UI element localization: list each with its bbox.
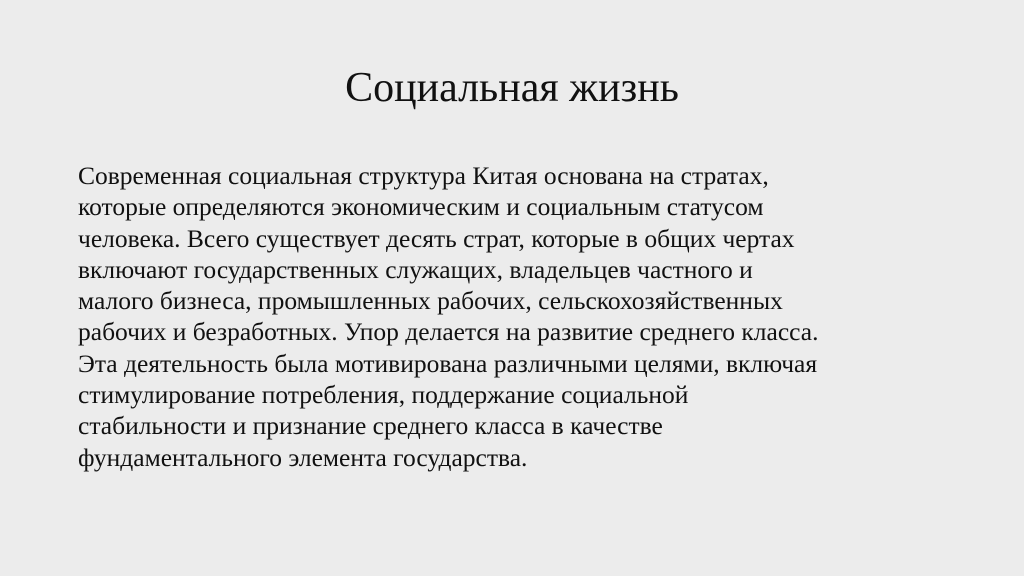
body-line: Эта деятельность была мотивирована различными целями, включая [78,348,818,378]
slide-body-text [78,160,958,473]
body-line: рабочих и безработных. Упор делается на развитие среднего класса. [78,317,819,347]
slide-title: Социальная жизнь [345,65,679,111]
body-line: малого бизнеса, промышленных рабочих, сельскохозяйственных [78,286,783,316]
body-line: включают государственных служащих, владельцев частного и [78,254,753,284]
body-line: стимулирование потребления, поддержание социальной [78,380,689,410]
body-line: которые определяются экономическим и социальным статусом [78,192,764,222]
body-line: человека. Всего существует десять страт, которые в общих чертах [78,223,795,253]
body-line: фундаментального элемента государства. [78,442,528,472]
body-line: Современная социальная структура Китая основана на стратах, [78,161,769,190]
body-line: стабильности и признание среднего класса в качестве [78,411,663,441]
